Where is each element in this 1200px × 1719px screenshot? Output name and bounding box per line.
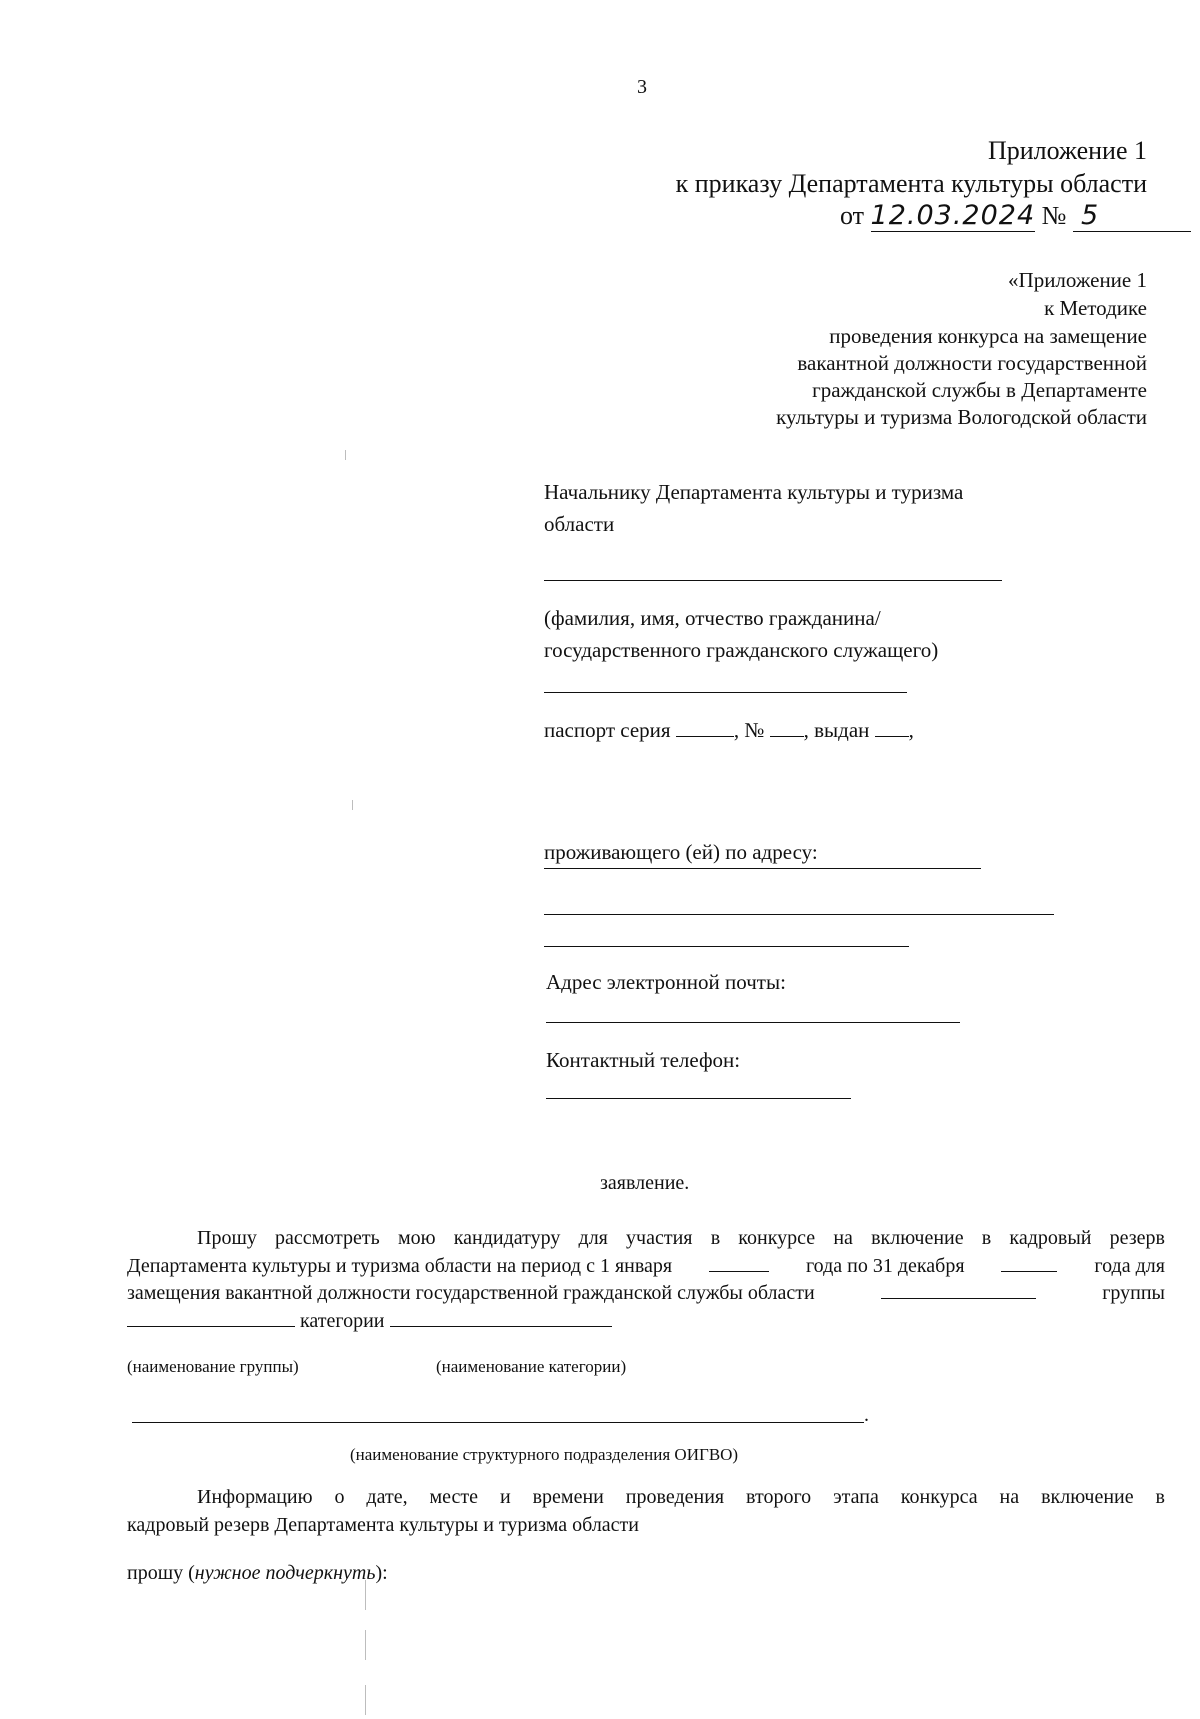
- statement-para1-line1: Прошу рассмотреть мою кандидатуру для участия в конкурсе на включение в кадровый резерв: [197, 1227, 1165, 1249]
- handwritten-date: 12.03.2024: [870, 200, 1036, 231]
- number-sign: №: [1041, 201, 1067, 230]
- category-label: категории: [300, 1310, 385, 1332]
- order-reference: к приказу Департамента культуры области: [675, 169, 1147, 198]
- statement-title: заявление.: [600, 1172, 690, 1194]
- date-prefix: от: [840, 201, 865, 230]
- period-start-text: Департамента культуры и туризма области на период с 1 января: [127, 1255, 673, 1277]
- statement-para1-line2: [127, 1253, 1165, 1278]
- hint-group-name: (наименование группы): [127, 1357, 299, 1376]
- start-year-blank[interactable]: [709, 1253, 769, 1272]
- scan-artifact: [365, 1630, 366, 1660]
- methodology-line-6: культуры и туризма Вологодской области: [776, 405, 1147, 429]
- group-label: группы: [1102, 1282, 1165, 1304]
- hint-structural-unit: (наименование структурного подразделения ОИГВО): [350, 1445, 739, 1464]
- passport-end: ,: [908, 718, 914, 742]
- period-end-text: года по 31 декабря: [805, 1255, 965, 1277]
- phone-label: Контактный телефон:: [546, 1048, 741, 1072]
- scan-artifact: [345, 450, 346, 460]
- blank-line-structural-unit[interactable]: [132, 1422, 864, 1423]
- residence-label: проживающего (ей) по адресу:: [544, 840, 818, 864]
- statement-para1-line4: [127, 1308, 612, 1333]
- handwritten-number: 5: [1073, 200, 1191, 232]
- blank-line-address-3[interactable]: [544, 946, 909, 947]
- end-year-blank[interactable]: [1001, 1253, 1057, 1272]
- passport-series-label: паспорт серия: [544, 718, 671, 742]
- fio-hint-line-1: (фамилия, имя, отчество гражданина/: [544, 606, 881, 630]
- methodology-line-1: «Приложение 1: [1008, 268, 1147, 292]
- request-suffix: ):: [375, 1562, 388, 1584]
- statement-para2-line1: Информацию о дате, месте и времени проведения второго этапа конкурса на включение в: [197, 1486, 1165, 1508]
- hint-category-name: (наименование категории): [436, 1357, 627, 1376]
- scan-artifact: [365, 1685, 366, 1715]
- methodology-line-4: вакантной должности государственной: [797, 351, 1147, 375]
- addressee-line-1: Начальнику Департамента культуры и туризма: [544, 480, 964, 504]
- email-label: Адрес электронной почты:: [546, 970, 786, 994]
- request-prefix: прошу (: [127, 1562, 195, 1584]
- statement-para3: [127, 1562, 388, 1585]
- blank-line-address-2[interactable]: [544, 914, 1054, 915]
- unit-line-period: .: [864, 1404, 869, 1426]
- group-blank[interactable]: [881, 1280, 1036, 1299]
- blank-line-phone[interactable]: [546, 1098, 851, 1099]
- methodology-line-3: проведения конкурса на замещение: [829, 324, 1147, 348]
- category-blank[interactable]: [390, 1308, 612, 1327]
- scan-artifact: [352, 800, 353, 810]
- methodology-line-5: гражданской службы в Департаменте: [812, 378, 1147, 402]
- request-italic: нужное подчеркнуть: [194, 1562, 376, 1584]
- addressee-line-2: области: [544, 512, 615, 536]
- passport-line: [544, 718, 914, 743]
- order-date-line: [840, 200, 1191, 232]
- statement-para1-line3: [127, 1280, 1165, 1305]
- passport-number-label: , №: [733, 718, 765, 742]
- statement-para2-line2: кадровый резерв Департамента культуры и туризма области: [127, 1514, 639, 1536]
- fio-hint-line-2: государственного гражданского служащего): [544, 638, 939, 662]
- appendix-title: Приложение 1: [987, 136, 1147, 165]
- methodology-line-2: к Методике: [1044, 296, 1147, 320]
- blank-line-addressee-name[interactable]: [544, 580, 1002, 581]
- vacancy-text: замещения вакантной должности государственной гражданской службы области: [127, 1282, 815, 1304]
- passport-issued-label: , выдан: [803, 718, 870, 742]
- blank-line-address-1[interactable]: [544, 868, 981, 869]
- passport-number-blank[interactable]: [770, 718, 804, 737]
- passport-series-blank[interactable]: [676, 718, 734, 737]
- passport-issued-blank[interactable]: [875, 718, 909, 737]
- page-number: 3: [637, 76, 647, 98]
- group-name-blank[interactable]: [127, 1308, 295, 1327]
- period-suffix-text: года для: [1094, 1255, 1165, 1277]
- blank-line-email[interactable]: [546, 1022, 960, 1023]
- blank-line-fio[interactable]: [544, 692, 907, 693]
